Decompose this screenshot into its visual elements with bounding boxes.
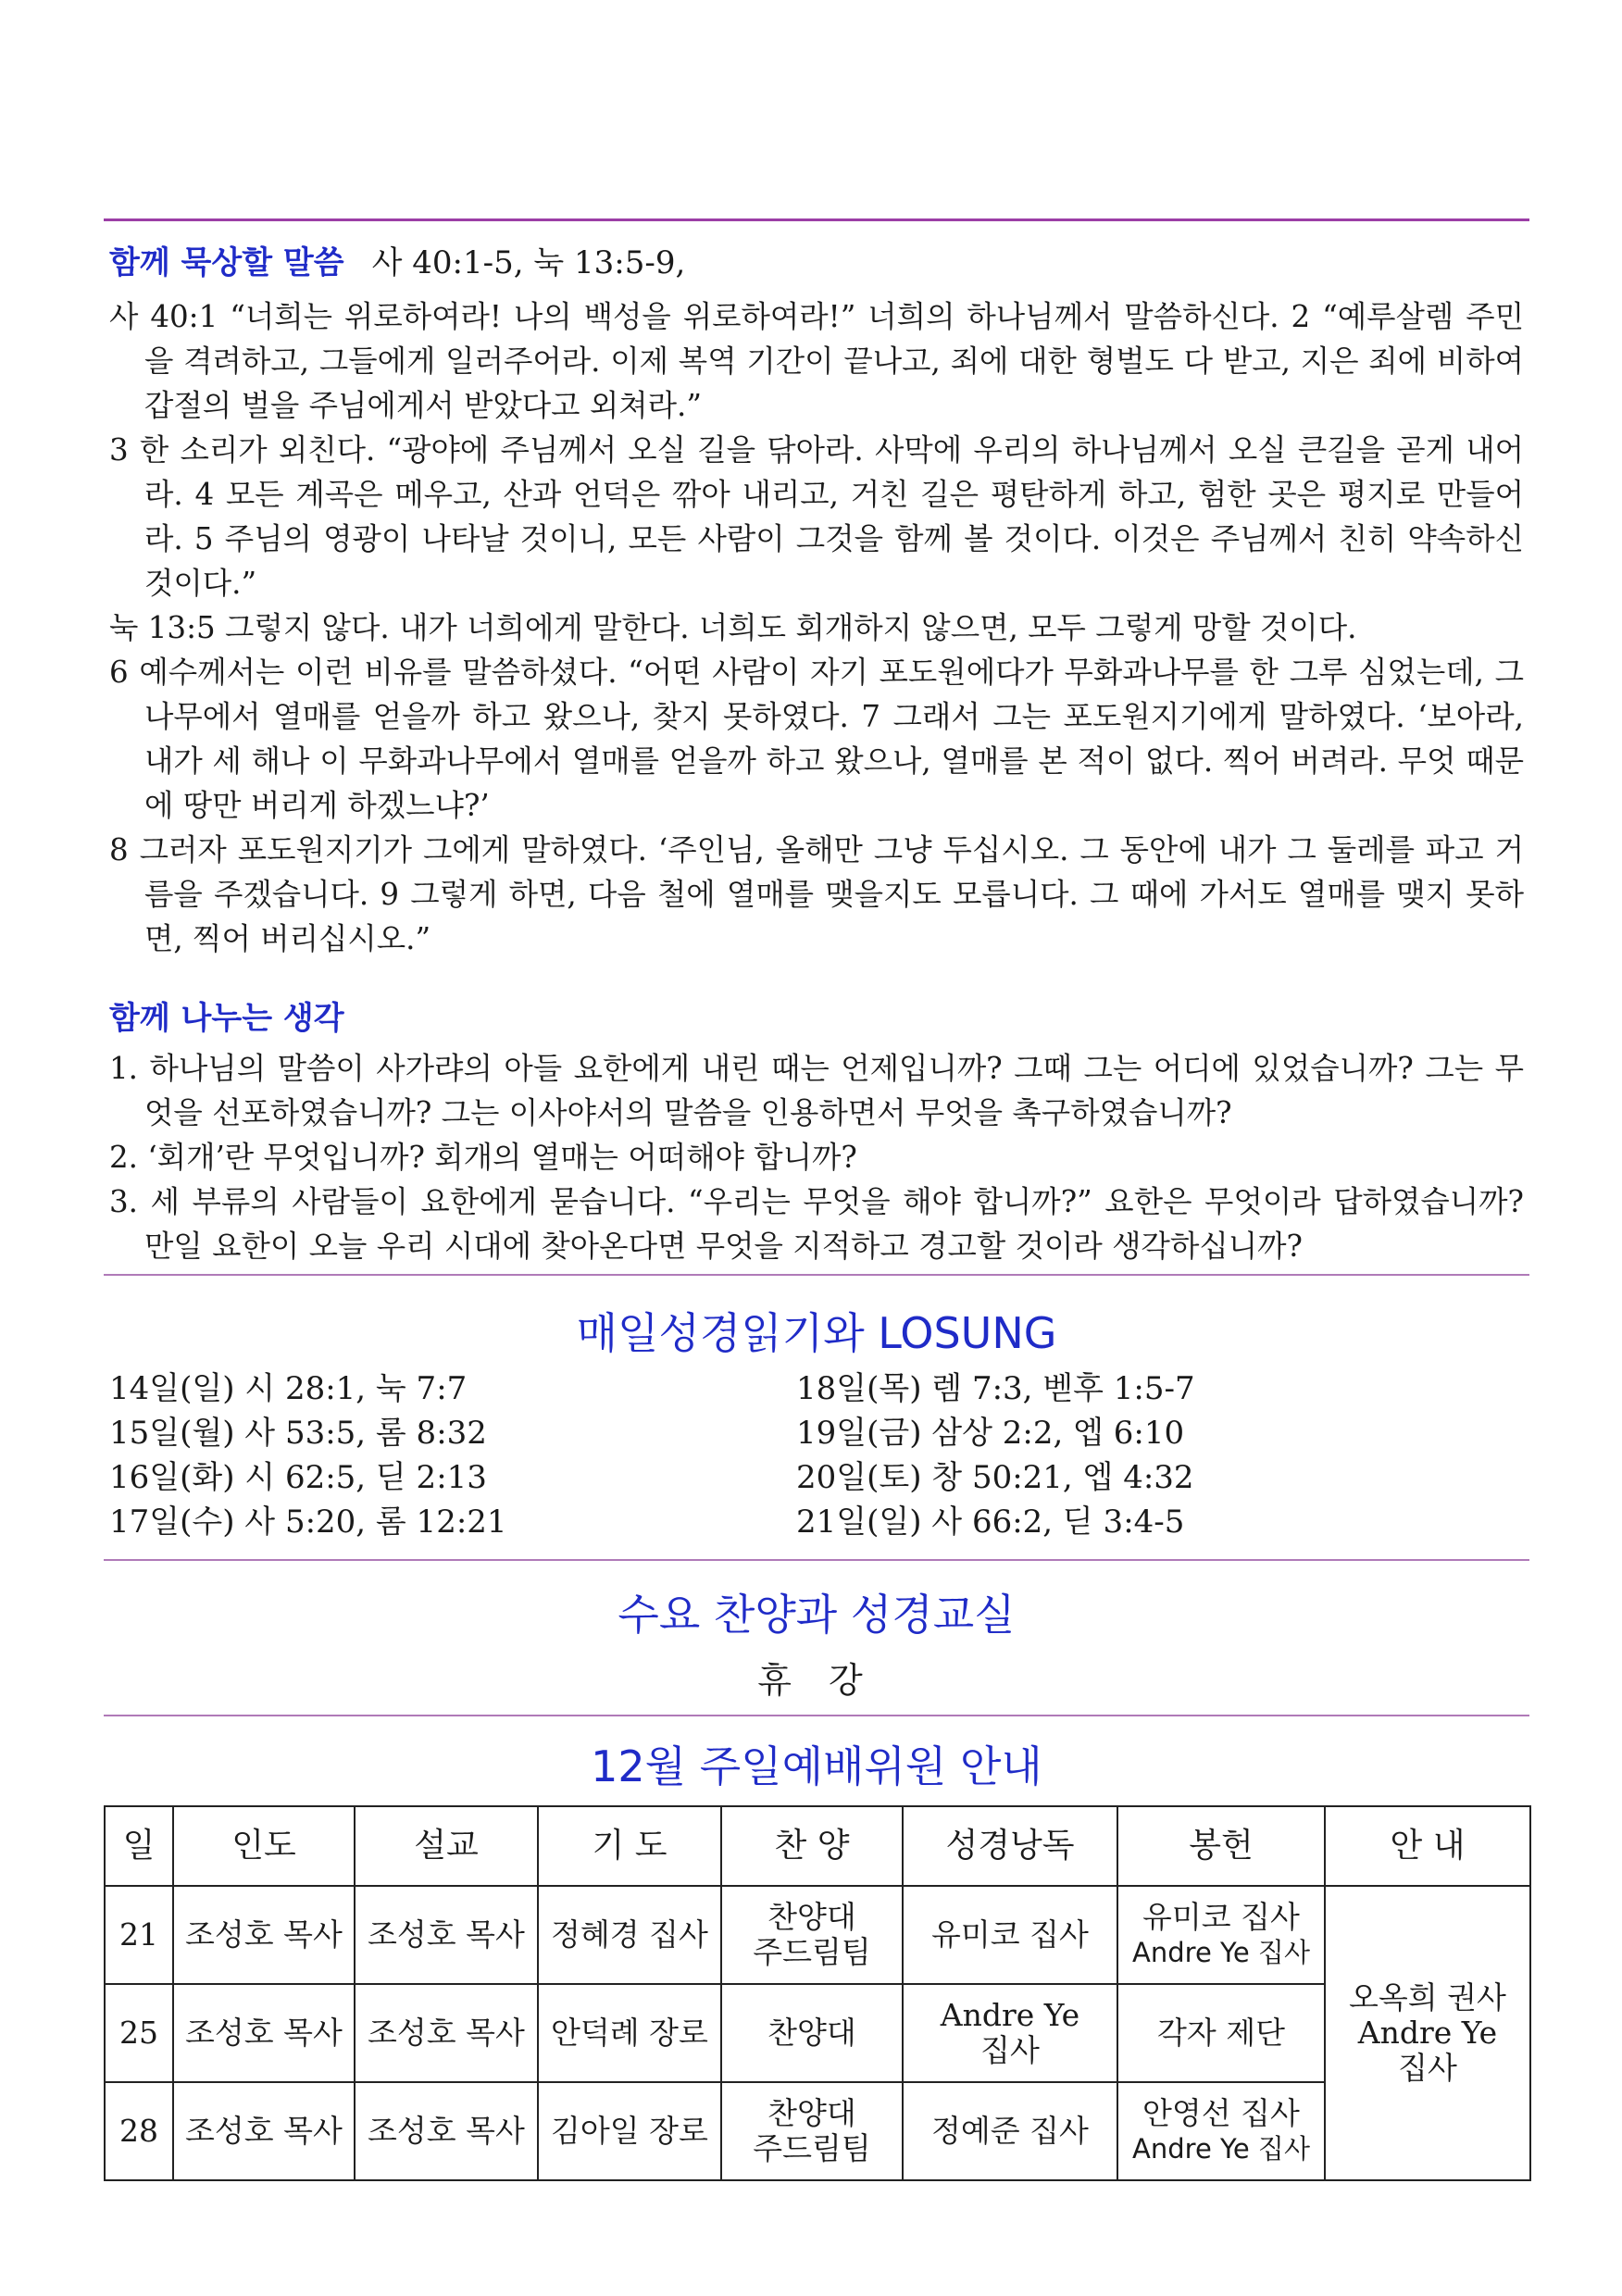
day-cell: 21 [105,1886,173,1984]
column-header: 인도 [173,1806,355,1886]
column-header: 설교 [355,1806,538,1886]
reading-column-right [796,1366,1195,1544]
table-row [105,1984,1530,2082]
reading-column-left [109,1366,507,1544]
sermon-cell: 조성호 목사 [355,1886,538,1984]
section-divider [104,1715,1529,1716]
reading-item: 21일(일) 사 66:2, 딛 3:4-5 [796,1504,1185,1541]
lead-cell: 조성호 목사 [173,1984,355,2082]
offering-cell [1117,1886,1325,1984]
table-row [105,1886,1530,1984]
section-divider [104,1559,1529,1561]
question-item: 3. 세 부류의 사람들이 요한에게 묻습니다. “우리는 무엇을 해야 합니까?” 요한은 무엇이라 답하였습니까? 만일 요한이 오늘 우리 시대에 찾아온다면 무엇을 지적하고 경고할 것이라 생각하십니까? [109,1184,1524,1264]
scripture-paragraph: 6 예수께서는 이런 비유를 말씀하셨다. “어떤 사람이 자기 포도원에다가 무화과나무를 한 그루 심었는데, 그 나무에서 열매를 얻을까 하고 왔으나, 찾지 못하였다. 7 그래서 그는 포도원지기에게 말하였다. ‘보아라, 내가 세 해나 이 무화과나무에서 열매를 얻을까 하고 왔으나, 열매를 본 적이 없다. 찍어 버려라. 무엇 때문에 땅만 버리게 하겠느냐?’ [109,655,1524,823]
usher-line: 집사 [1398,2050,1457,2086]
usher-line: 오옥희 권사 [1349,1979,1506,2015]
scripture-paragraph: 사 40:1 “너희는 위로하여라! 나의 백성을 위로하여라!” 너희의 하나님께서 말씀하신다. 2 “예루살렘 주민을 격려하고, 그들에게 일러주어라. 이제 복역 기간이 끝나고, 죄에 대한 형벌도 다 받고, 지은 죄에 비하여 갑절의 벌을 주님에게서 받았다고 외쳐라.” [109,299,1524,423]
offering-cell [1117,1984,1325,2082]
section-divider [104,1274,1529,1276]
offering-line: Andre Ye 집사 [1132,1937,1310,1968]
question-item: 1. 하나님의 말씀이 사가랴의 아들 요한에게 내린 때는 언제입니까? 그때 그는 어디에 있었습니까? 그는 무엇을 선포하였습니까? 그는 이사야서의 말씀을 인용하면서 무엇을 촉구하였습니까? [109,1051,1524,1130]
day-cell: 25 [105,1984,173,2082]
praise-line: 주드림팀 [753,2130,871,2166]
offering-line: 각자 제단 [1156,2015,1285,2051]
table-header-row [105,1806,1530,1886]
table-row [105,2082,1530,2180]
wednesday-title: 수요 찬양과 성경교실 [618,1590,1016,1640]
scripture-paragraph: 3 한 소리가 외친다. “광야에 주님께서 오실 길을 닦아라. 사막에 우리의 하나님께서 오실 큰길을 곧게 내어라. 4 모든 계곡은 메우고, 산과 언덕은 깎아 내리고, 거친 길은 평탄하게 하고, 험한 곳은 평지로 만들어라. 5 주님의 영광이 나타날 것이니, 모든 사람이 그것을 함께 볼 것이다. 이것은 주님께서 친히 약속하신 것이다.” [109,432,1524,601]
wednesday-status: 휴 강 [757,1660,876,1701]
sharing-questions [109,1046,1524,1268]
reading-item: 17일(수) 사 5:20, 롬 12:21 [109,1504,507,1541]
question-item: 2. ‘회개’란 무엇입니까? 회개의 열매는 어떠해야 합니까? [109,1140,857,1175]
praise-line: 찬양대 [767,2095,856,2131]
offering-line: 유미코 집사 [1142,1899,1300,1935]
reading-cell [903,1886,1117,1984]
prayer-cell: 정혜경 집사 [538,1886,721,1984]
reading-item: 20일(토) 창 50:21, 엡 4:32 [796,1459,1194,1496]
duty-roster-table [104,1805,1531,2181]
praise-cell [721,1984,903,2082]
column-header: 봉헌 [1117,1806,1325,1886]
reading-cell [903,1984,1117,2082]
praise-line: 찬양대 [767,1899,856,1935]
reading-item: 14일(일) 시 28:1, 눅 7:7 [109,1370,468,1407]
lead-cell: 조성호 목사 [173,2082,355,2180]
column-header: 기 도 [538,1806,721,1886]
offering-line: Andre Ye 집사 [1132,2133,1310,2165]
reading-cell [903,2082,1117,2180]
praise-line: 찬양대 [767,2015,856,2051]
reading-line: 집사 [980,2032,1040,2068]
meditation-header [109,237,685,282]
prayer-cell: 김아일 장로 [538,2082,721,2180]
reading-item: 19일(금) 삼상 2:2, 엡 6:10 [796,1415,1185,1452]
meditation-reference: 사 40:1-5, 눅 13:5-9, [371,244,686,281]
usher-line: Andre Ye [1357,2015,1498,2051]
offering-cell [1117,2082,1325,2180]
top-divider [104,218,1529,221]
scripture-text [109,294,1524,961]
sermon-cell: 조성호 목사 [355,2082,538,2180]
offering-line: 안영선 집사 [1142,2095,1300,2131]
praise-cell [721,1886,903,1984]
usher-cell [1325,1886,1530,2180]
reading-item: 18일(목) 렘 7:3, 벧후 1:5-7 [796,1370,1195,1407]
day-cell: 28 [105,2082,173,2180]
scripture-paragraph: 8 그러자 포도원지기가 그에게 말하였다. ‘주인님, 올해만 그냥 두십시오. 그 동안에 내가 그 둘레를 파고 거름을 주겠습니다. 9 그렇게 하면, 다음 철에 열매를 맺을지도 모릅니다. 그 때에 가서도 열매를 맺지 못하면, 찍어 버리십시오.” [109,832,1524,956]
daily-reading-title: 매일성경읽기와 LOSUNG [576,1308,1057,1358]
lead-cell: 조성호 목사 [173,1886,355,1984]
column-header: 성경낭독 [903,1806,1117,1886]
reading-item: 15일(월) 사 53:5, 롬 8:32 [109,1415,487,1452]
sermon-cell: 조성호 목사 [355,1984,538,2082]
sharing-heading: 함께 나누는 생각 [109,1000,344,1037]
praise-cell [721,2082,903,2180]
meditation-heading: 함께 묵상할 말씀 [109,244,344,281]
scripture-paragraph: 눅 13:5 그렇지 않다. 내가 너희에게 말한다. 너희도 회개하지 않으면, 모두 그렇게 망할 것이다. [109,610,1357,645]
reading-item: 16일(화) 시 62:5, 딛 2:13 [109,1459,487,1496]
reading-line: 정예준 집사 [931,2113,1089,2149]
prayer-cell: 안덕례 장로 [538,1984,721,2082]
column-header: 안 내 [1325,1806,1530,1886]
praise-line: 주드림팀 [753,1934,871,1970]
column-header: 일 [105,1806,173,1886]
reading-line: 유미코 집사 [931,1916,1089,1953]
column-header: 찬 양 [721,1806,903,1886]
reading-line: Andre Ye [940,1997,1080,2033]
duty-roster-title: 12월 주일예배위원 안내 [591,1741,1042,1791]
